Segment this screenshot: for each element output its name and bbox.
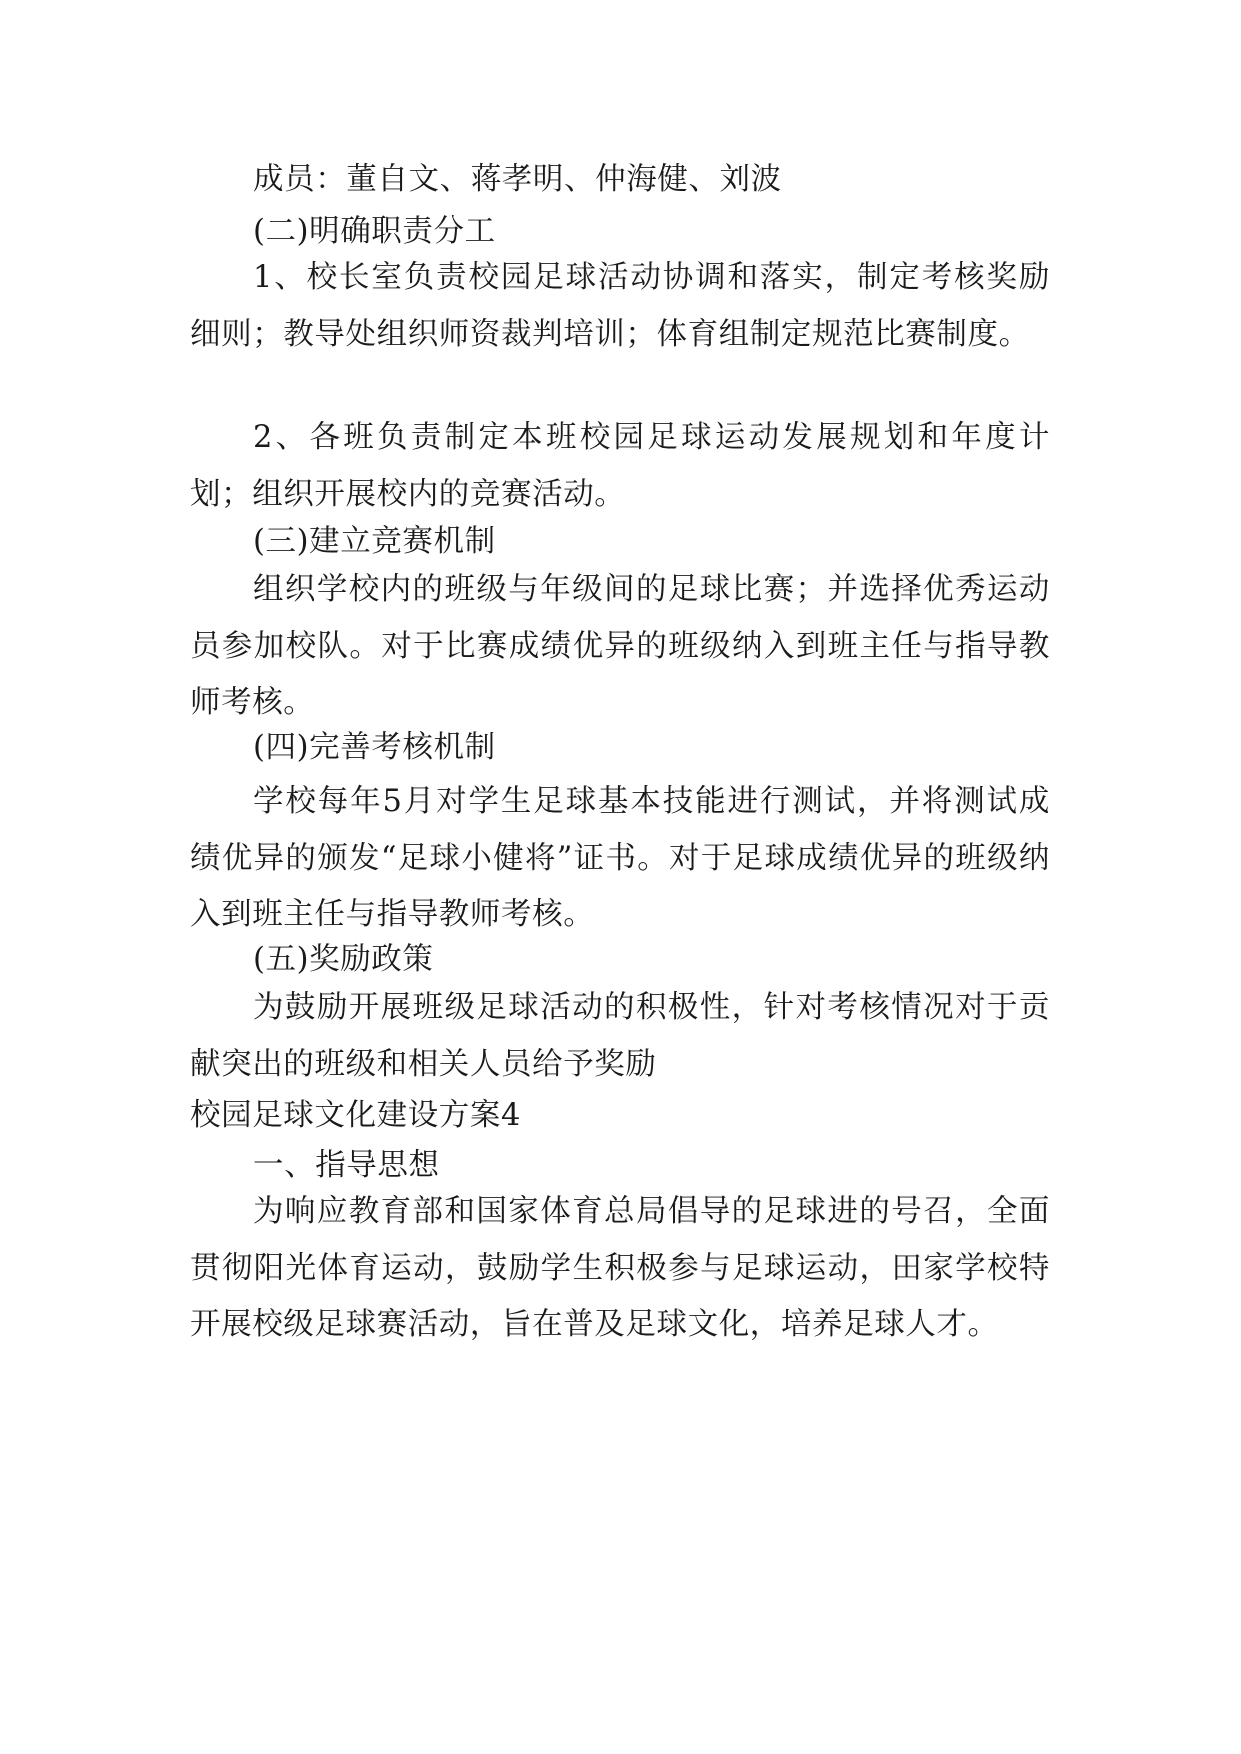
section-heading-5: (五)奖励政策 xyxy=(253,942,434,977)
paragraph-assessment: 学校每年5月对学生足球基本技能进行测试，并将测试成绩优异的颁发“足球小健将”证书。对于足球成绩优异的班级纳入到班主任与指导教师考核。 xyxy=(190,784,1050,932)
members-line: 成员：董自文、蒋孝明、仲海健、刘波 xyxy=(253,162,782,197)
paragraph-duty-2: 2、各班负责制定本班校园足球运动发展规划和年度计划；组织开展校内的竞赛活动。 xyxy=(190,420,1050,512)
paragraph-guiding: 为响应教育部和国家体育总局倡导的足球进的号召，全面贯彻阳光体育运动，鼓励学生积极参与足球运动，田家学校特开展校级足球赛活动，旨在普及足球文化，培养足球人才。 xyxy=(190,1194,1050,1342)
paragraph-reward: 为鼓励开展班级足球活动的积极性，针对考核情况对于贡献突出的班级和相关人员给予奖励 xyxy=(190,990,1050,1082)
paragraph-competition: 组织学校内的班级与年级间的足球比赛；并选择优秀运动员参加校队。对于比赛成绩优异的班级纳入到班主任与指导教师考核。 xyxy=(190,572,1050,720)
section-heading-3: (三)建立竞赛机制 xyxy=(253,524,496,559)
paragraph-duty-1: 1、校长室负责校园足球活动协调和落实，制定考核奖励细则；教导处组织师资裁判培训；体育组制定规范比赛制度。 xyxy=(190,260,1050,352)
plan-title: 校园足球文化建设方案4 xyxy=(190,1098,522,1133)
section-heading-4: (四)完善考核机制 xyxy=(253,730,496,765)
section-heading-2: (二)明确职责分工 xyxy=(253,214,496,249)
section-heading-guiding: 一、指导思想 xyxy=(253,1148,440,1183)
